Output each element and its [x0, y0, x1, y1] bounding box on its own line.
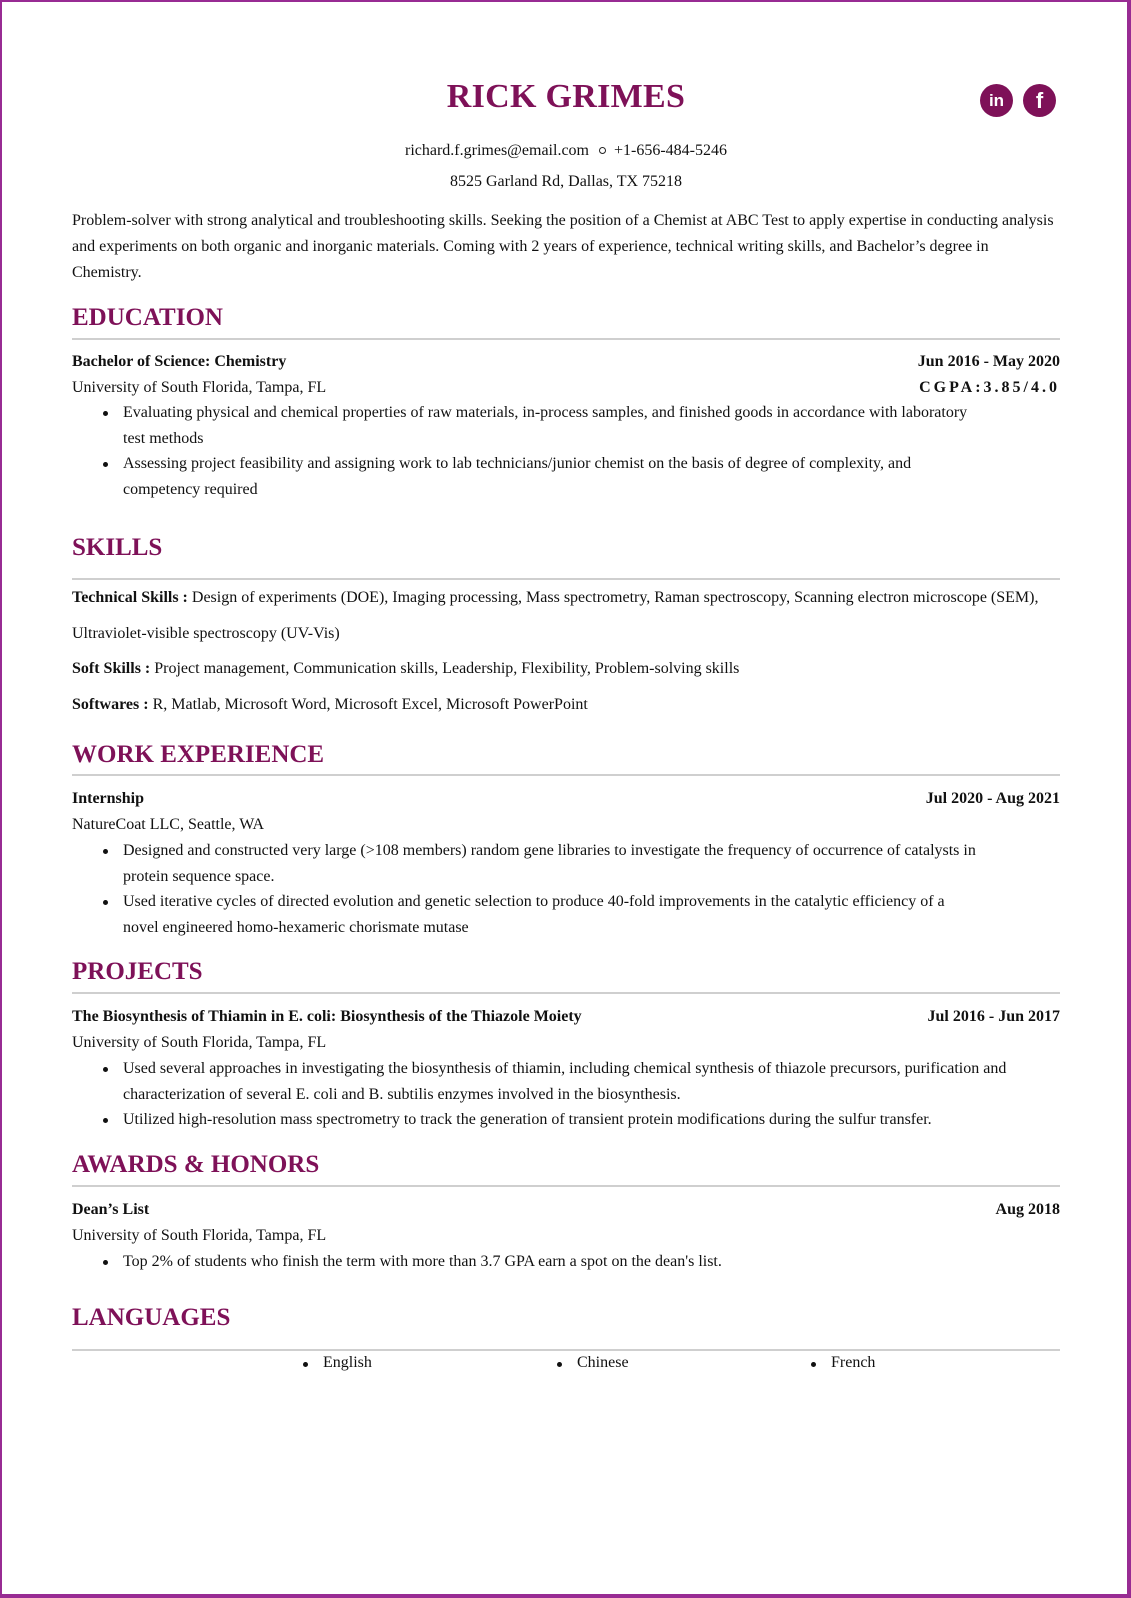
soft-skills-label: Soft Skills :	[72, 660, 151, 677]
technical-skills-value: Design of experiments (DOE), Imaging processing, Mass spectrometry, Raman spectroscopy, Scanning electron microscope (SEM), Ultraviolet-visible spectroscopy (UV-Vis)	[72, 589, 1039, 642]
technical-skills	[72, 580, 1060, 652]
software-label: Softwares :	[72, 696, 149, 713]
language-item: English	[323, 1354, 372, 1371]
section-title-awards: AWARDS & HONORS	[72, 1151, 320, 1178]
software-skills	[72, 687, 1060, 723]
work-bullets	[72, 838, 983, 940]
contact-line	[72, 142, 1060, 160]
list-item: Top 2% of students who finish the term with more than 3.7 GPA earn a spot on the dean's list.	[123, 1249, 1023, 1275]
award-org: University of South Florida, Tampa, FL	[72, 1227, 327, 1244]
award-subheader	[72, 1227, 1060, 1245]
award-date: Aug 2018	[995, 1201, 1060, 1218]
award-header	[72, 1201, 1060, 1219]
soft-skills	[72, 651, 1060, 687]
work-subheader	[72, 816, 1060, 834]
gpa: CGPA:3.85/4.0	[919, 379, 1060, 396]
degree: Bachelor of Science: Chemistry	[72, 353, 287, 370]
job-role: Internship	[72, 790, 145, 807]
education-header	[72, 353, 1060, 371]
section-title-work-experience: WORK EXPERIENCE	[72, 741, 325, 768]
social-links	[980, 84, 1056, 117]
summary: Problem-solver with strong analytical and troubleshooting skills. Seeking the position of a Chemist at ABC Test to apply expertise in conducting analysis and experiments on both organic and inorganic materials. Coming with 2 years of experience, technical writing skills, and Bachelor’s degree in Chemistry.	[72, 212, 1054, 281]
list-item: Assessing project feasibility and assigning work to lab technicians/junior chemist on the basis of degree of complexity, and competency required	[123, 451, 983, 502]
section-divider	[72, 1185, 1060, 1187]
project-name: The Biosynthesis of Thiamin in E. coli: Biosynthesis of the Thiazole Moiety	[72, 1008, 582, 1025]
company: NatureCoat LLC, Seattle, WA	[72, 816, 265, 833]
section-title-skills: SKILLS	[72, 534, 163, 561]
school: University of South Florida, Tampa, FL	[72, 379, 327, 396]
award-name: Dean’s List	[72, 1201, 150, 1218]
list-item: Designed and constructed very large (>108 members) random gene libraries to investigate the frequency of occurrence of catalysts in protein sequence space.	[123, 838, 983, 889]
linkedin-icon[interactable]: in	[980, 84, 1013, 117]
technical-skills-label: Technical Skills :	[72, 589, 188, 606]
education-dates: Jun 2016 - May 2020	[917, 353, 1060, 370]
address: 8525 Garland Rd, Dallas, TX 75218	[449, 173, 683, 190]
section-title-education: EDUCATION	[72, 304, 223, 331]
project-org: University of South Florida, Tampa, FL	[72, 1034, 327, 1051]
facebook-icon[interactable]: f	[1023, 84, 1056, 117]
project-dates: Jul 2016 - Jun 2017	[927, 1008, 1060, 1025]
phone[interactable]: +1-656-484-5246	[613, 142, 727, 159]
project-bullets	[72, 1056, 1023, 1133]
section-divider	[72, 338, 1060, 340]
candidate-name: RICK GRIMES	[446, 78, 686, 115]
award-bullets	[72, 1249, 1023, 1275]
list-item: Evaluating physical and chemical properties of raw materials, in-process samples, and finished goods in accordance with laboratory test methods	[123, 400, 983, 451]
project-subheader	[72, 1034, 1060, 1052]
section-divider	[72, 992, 1060, 994]
section-divider	[72, 774, 1060, 776]
education-bullets	[72, 400, 983, 502]
project-header	[72, 1008, 1060, 1026]
education-subheader	[72, 379, 1060, 397]
section-divider	[72, 1349, 1060, 1351]
email[interactable]: richard.f.grimes@email.com	[404, 142, 589, 159]
section-title-projects: PROJECTS	[72, 958, 203, 985]
job-dates: Jul 2020 - Aug 2021	[925, 790, 1060, 807]
list-item: Used iterative cycles of directed evolution and genetic selection to produce 40-fold improvements in the catalytic efficiency of a novel engineered homo-hexameric chorismate mutase	[123, 889, 983, 940]
language-item: French	[831, 1354, 876, 1371]
soft-skills-value: Project management, Communication skills, Leadership, Flexibility, Problem-solving skills	[154, 660, 740, 677]
language-item: Chinese	[577, 1354, 629, 1371]
separator-dot-icon	[599, 147, 606, 154]
list-item: Utilized high-resolution mass spectrometry to track the generation of transient protein modifications during the sulfur transfer.	[123, 1107, 1023, 1133]
software-value: R, Matlab, Microsoft Word, Microsoft Excel, Microsoft PowerPoint	[152, 696, 588, 713]
section-title-languages: LANGUAGES	[72, 1304, 231, 1331]
work-header	[72, 790, 1060, 808]
list-item: Used several approaches in investigating the biosynthesis of thiamin, including chemical synthesis of thiazole precursors, purification and characterization of several E. coli and B. subtilis enzymes involved in the biosynthesis.	[123, 1056, 1023, 1107]
